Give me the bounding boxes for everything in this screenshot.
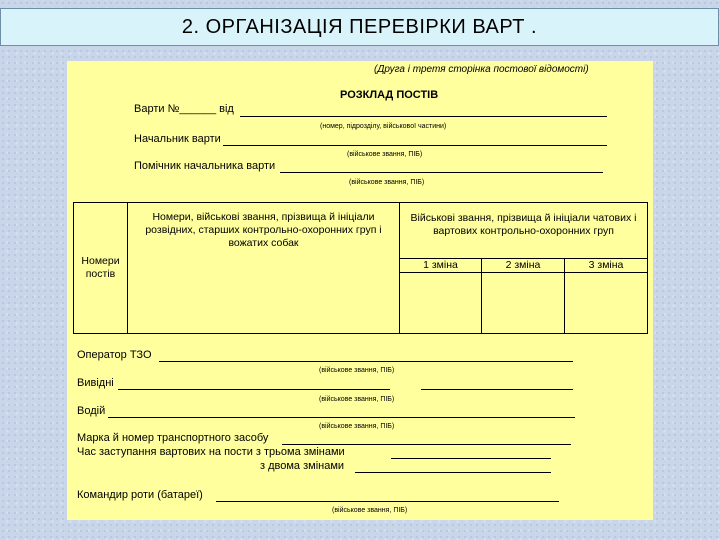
form-note: (Друга і третя сторінка постової відомості): [374, 64, 589, 75]
shift-3-cell[interactable]: [565, 273, 648, 334]
shift-time-2-field[interactable]: [355, 472, 551, 473]
guard-chief-label: Начальник варти: [134, 133, 221, 145]
guard-number-label: Варти №______ від: [134, 103, 234, 115]
hint-rank-3: (військове звання, ПІБ): [319, 367, 395, 374]
shift-1-header: 1 зміна: [400, 259, 482, 273]
hint-unit: (номер, підрозділу, військової частини): [320, 123, 447, 130]
driver-label: Водій: [77, 405, 106, 417]
hint-rank-5: (військове звання, ПІБ): [319, 423, 395, 430]
hint-rank-1: (військове звання, ПІБ): [347, 151, 423, 158]
hint-rank-4: (військове звання, ПІБ): [319, 396, 395, 403]
shift-time-3-label: Час заступання вартових на пости з трьома змінами: [77, 446, 345, 458]
commander-field[interactable]: [216, 501, 559, 502]
header-posts: Номери постів: [74, 203, 128, 334]
header-leaders: Номери, військові звання, прізвища й ініціали розвідних, старших контрольно-охоронних груп і вожатих собак: [128, 203, 400, 334]
schedule-heading: РОЗКЛАД ПОСТІВ: [340, 89, 439, 101]
shift-2-cell[interactable]: [482, 273, 565, 334]
shift-1-cell[interactable]: [400, 273, 482, 334]
operator-field[interactable]: [159, 361, 573, 362]
vehicle-field[interactable]: [282, 444, 571, 445]
guard-log-form: [67, 61, 653, 520]
drivers-label: Вивідні: [77, 377, 114, 389]
shift-2-header: 2 зміна: [482, 259, 565, 273]
operator-label: Оператор ТЗО: [77, 349, 152, 361]
header-sentries: Військові звання, прізвища й ініціали чатових і вартових контрольно-охоронних груп: [400, 203, 648, 259]
shift-3-header: 3 зміна: [565, 259, 648, 273]
assistant-field[interactable]: [280, 172, 603, 173]
assistant-label: Помічник начальника варти: [134, 160, 276, 172]
driver-field[interactable]: [108, 417, 575, 418]
commander-label: Командир роти (батареї): [77, 489, 203, 501]
slide-title: 2. ОРГАНІЗАЦІЯ ПЕРЕВІРКИ ВАРТ .: [181, 15, 538, 38]
hint-rank-2: (військове звання, ПІБ): [349, 179, 425, 186]
vehicle-label: Марка й номер транспортного засобу: [77, 432, 269, 444]
drivers-field-2[interactable]: [421, 389, 573, 390]
shift-time-2-label: з двома змінами: [260, 460, 345, 472]
drivers-field-1[interactable]: [118, 389, 390, 390]
posts-schedule-table: [73, 202, 648, 334]
slide-title-bar: [0, 8, 719, 46]
shift-time-3-field[interactable]: [391, 458, 551, 459]
hint-rank-6: (військове звання, ПІБ): [332, 507, 408, 514]
guard-chief-field[interactable]: [223, 145, 607, 146]
guard-number-field[interactable]: [240, 116, 607, 117]
